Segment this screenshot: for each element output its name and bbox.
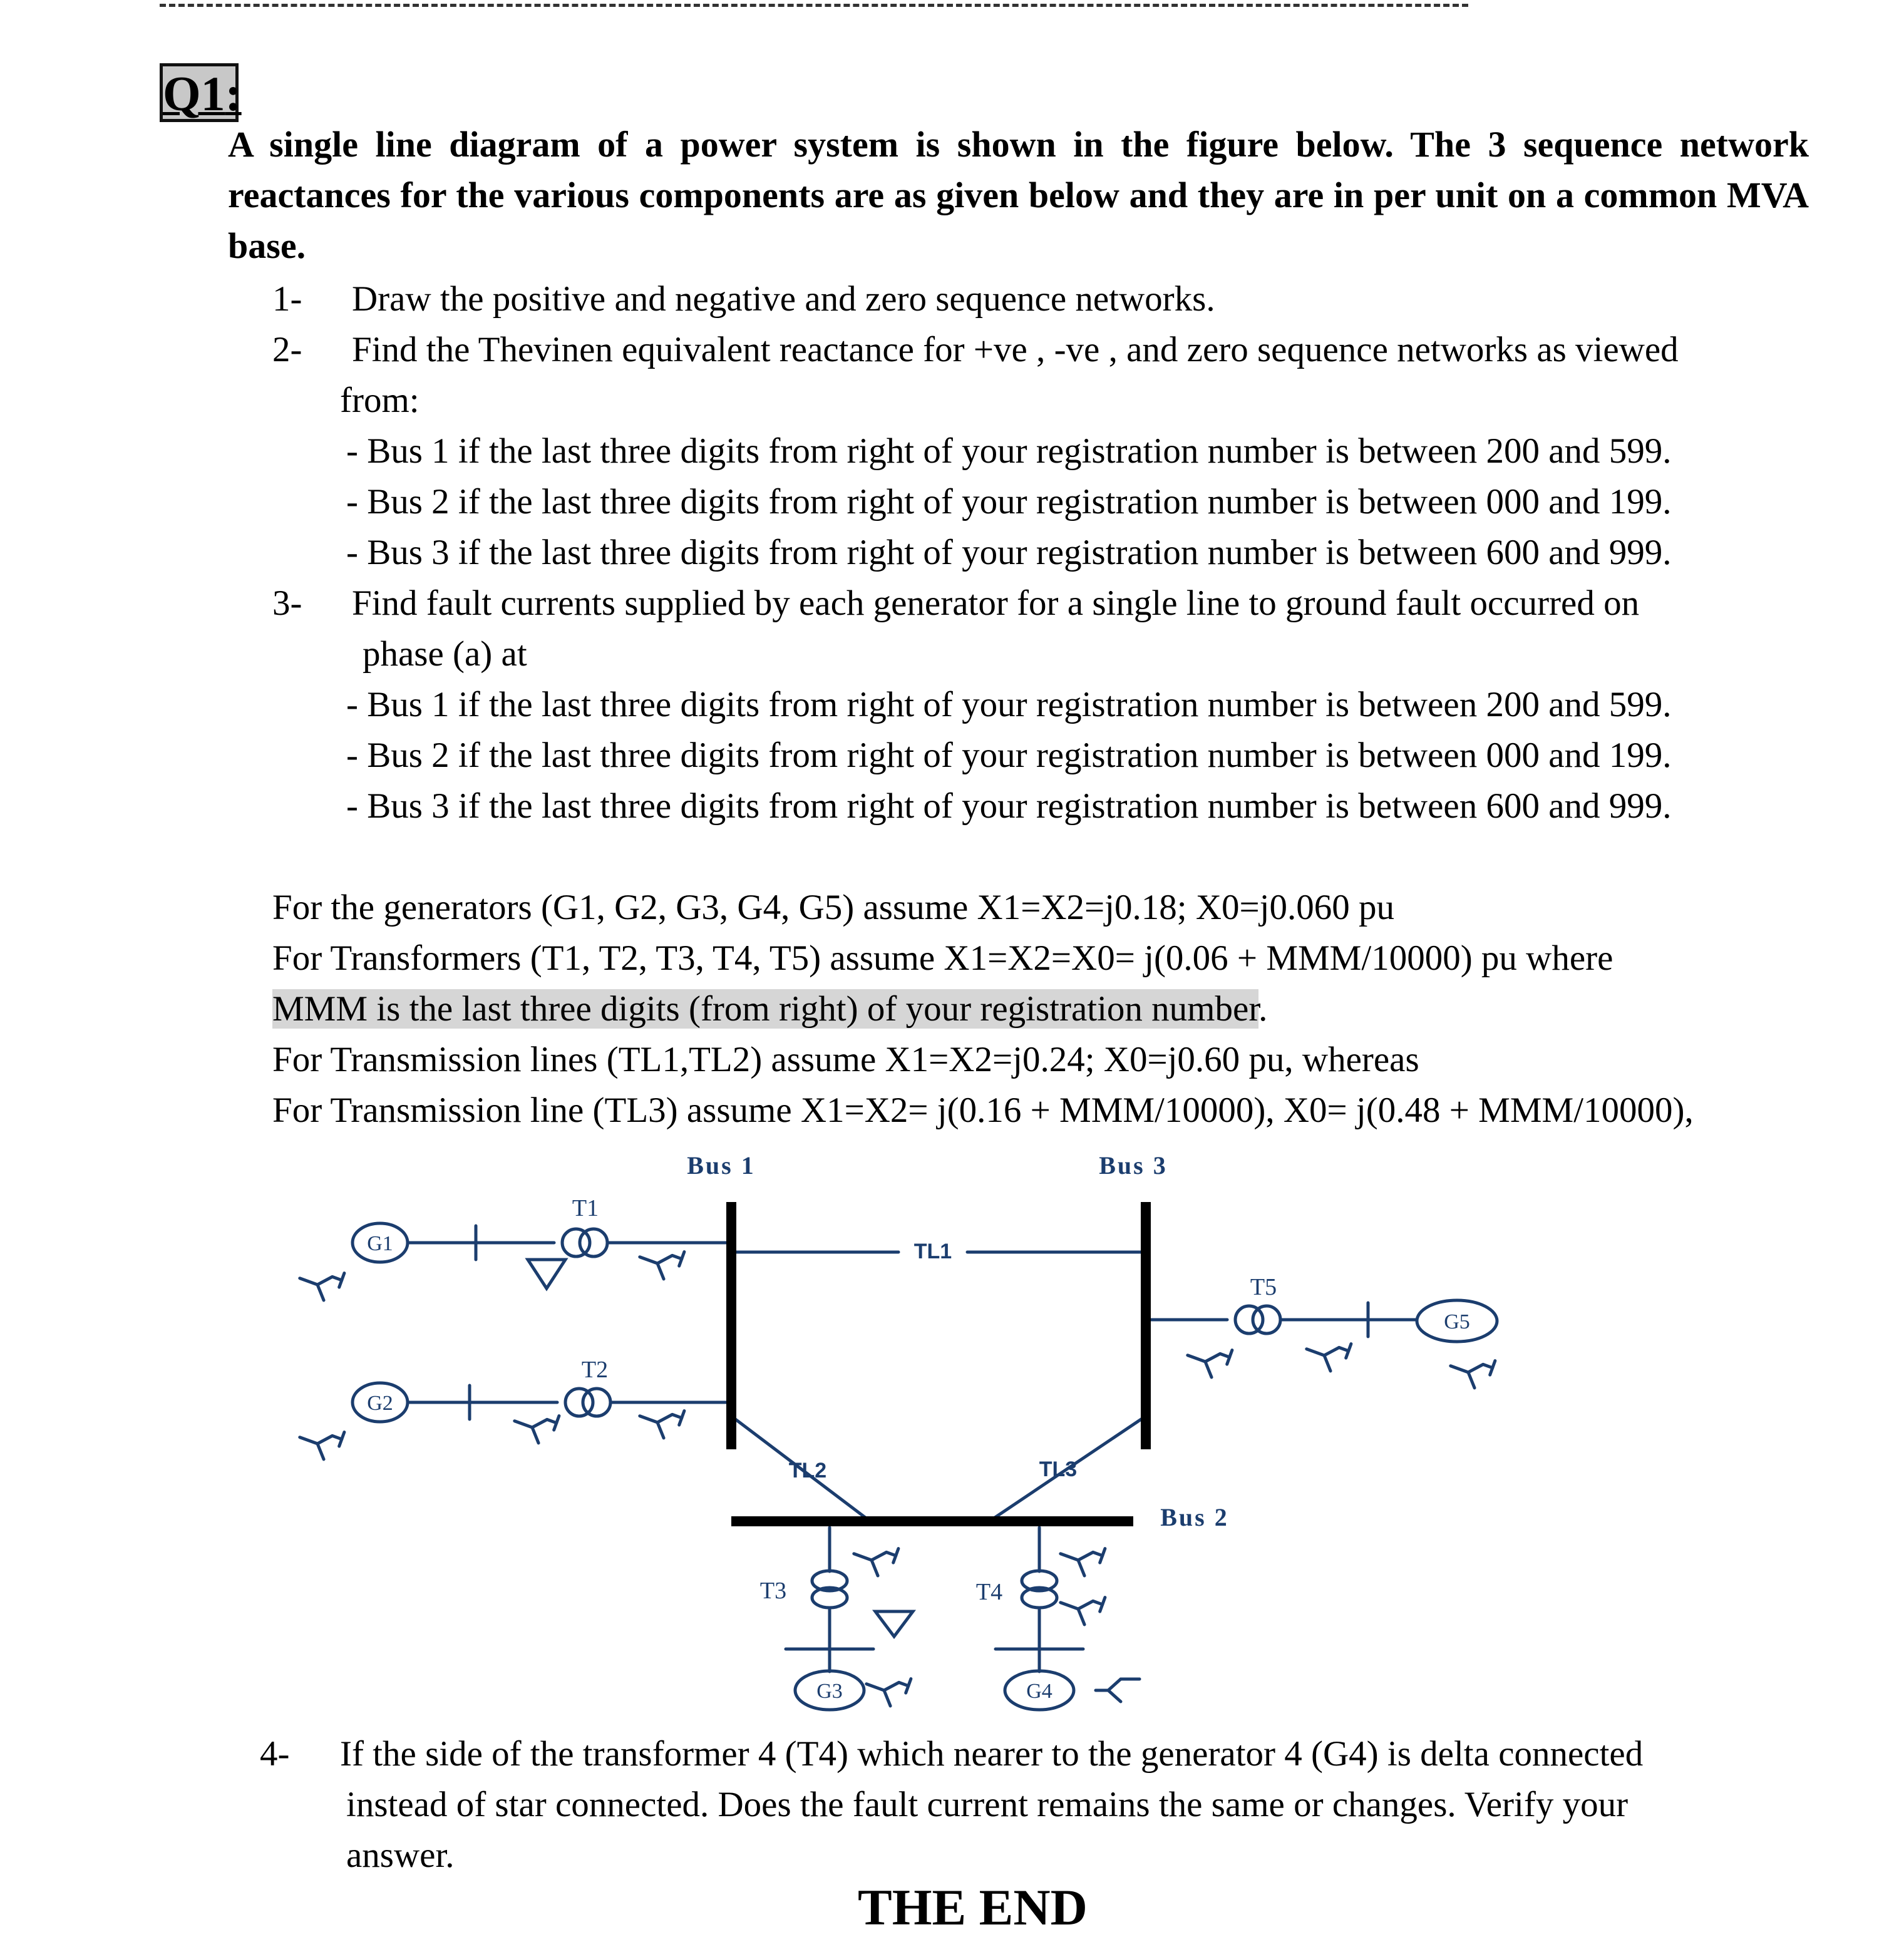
- top-dashed-rule: [160, 4, 1468, 7]
- tl12-data: For Transmission lines (TL1,TL2) assume X1=X2=j0.24; X0=j0.60 pu, whereas: [272, 1040, 1419, 1079]
- g2-ground: [296, 1419, 344, 1463]
- task-2-number: 2-: [272, 330, 302, 369]
- t4-wye-lower: [1056, 1584, 1105, 1628]
- task-4-continuation: instead of star connected. Does the fault current remains the same or changes. Verify your: [346, 1785, 1629, 1824]
- tl2-label: TL2: [788, 1459, 827, 1482]
- t1-label: T1: [572, 1195, 599, 1221]
- t5-label: T5: [1250, 1274, 1277, 1300]
- the-end-footer: THE END: [858, 1879, 1088, 1936]
- tl3-data: For Transmission line (TL3) assume X1=X2= j(0.16 + MMM/10000), X0= j(0.48 + MMM/10000),: [272, 1091, 1694, 1130]
- g5-ground: [1446, 1347, 1495, 1392]
- g3-label: G3: [816, 1680, 843, 1703]
- g1-label: G1: [367, 1232, 393, 1255]
- task-2-bullet-bus2: - Bus 2 if the last three digits from right of your registration number is between 000 and 199.: [346, 482, 1672, 522]
- t2-coil-b: [583, 1389, 610, 1416]
- task-3-text: Find fault currents supplied by each generator for a single line to ground fault occurred on: [352, 583, 1640, 623]
- question-label: Q1:: [160, 63, 239, 122]
- t1-coil-b: [580, 1229, 607, 1256]
- t3-label: T3: [759, 1578, 787, 1604]
- t5-wye-left: [1183, 1337, 1232, 1381]
- t1-wye-ground: [636, 1238, 684, 1283]
- task-3-continuation: phase (a) at: [363, 634, 527, 674]
- task-4-text: If the side of the transformer 4 (T4) which nearer to the generator 4 (G4) is delta connected: [340, 1734, 1644, 1774]
- task-1-number: 1-: [272, 279, 302, 319]
- generator-data: For the generators (G1, G2, G3, G4, G5) assume X1=X2=j0.18; X0=j0.060 pu: [272, 888, 1394, 927]
- question-intro: A single line diagram of a power system is shown in the figure below. The 3 sequence network reactances for the various components are as given below and they are in per unit on a common MVA base.: [228, 124, 1809, 266]
- g4-wye: [1096, 1679, 1140, 1702]
- bus-1-label: Bus 1: [687, 1151, 756, 1179]
- task-1-text: Draw the positive and negative and zero sequence networks.: [352, 279, 1215, 319]
- single-line-diagram: [263, 1139, 1470, 1703]
- g3-ground: [862, 1665, 911, 1710]
- task-3-bullet-bus1: - Bus 1 if the last three digits from right of your registration number is between 200 and 599.: [346, 685, 1672, 724]
- task-2-text: Find the Thevinen equivalent reactance for +ve , -ve , and zero sequence networks as viewed: [352, 330, 1679, 369]
- t5-wye-right: [1302, 1330, 1351, 1375]
- t3-wye-ground: [850, 1535, 898, 1580]
- g4-label: G4: [1026, 1680, 1052, 1703]
- task-4-number: 4-: [260, 1734, 290, 1774]
- t4-wye-upper: [1056, 1535, 1105, 1580]
- tl3-label: TL3: [1039, 1457, 1078, 1481]
- task-2-bullet-bus1: - Bus 1 if the last three digits from right of your registration number is between 200 and 599.: [346, 431, 1672, 471]
- t4-label: T4: [975, 1579, 1003, 1605]
- bus-3-label: Bus 3: [1099, 1151, 1168, 1179]
- task-2-continuation: from:: [340, 381, 419, 420]
- t3-delta: [875, 1611, 913, 1636]
- g1-ground: [296, 1260, 344, 1304]
- task-3-bullet-bus3: - Bus 3 if the last three digits from right of your registration number is between 600 and 999.: [346, 786, 1672, 826]
- t2-wye-left: [510, 1402, 559, 1447]
- bus-2-label: Bus 2: [1160, 1503, 1229, 1531]
- task-2-bullet-bus3: - Bus 3 if the last three digits from right of your registration number is between 600 and 999.: [346, 533, 1672, 572]
- g5-label: G5: [1444, 1310, 1470, 1333]
- tl1-label: TL1: [913, 1240, 952, 1263]
- t5-coil-b: [1253, 1306, 1280, 1333]
- g2-label: G2: [367, 1392, 393, 1415]
- t1-delta: [528, 1260, 565, 1288]
- mmm-definition: MMM is the last three digits (from right) of your registration number.: [272, 989, 1268, 1029]
- task-4-answer: answer.: [346, 1836, 455, 1875]
- t2-label: T2: [581, 1357, 609, 1383]
- task-3-number: 3-: [272, 583, 302, 623]
- task-3-bullet-bus2: - Bus 2 if the last three digits from right of your registration number is between 000 and 199.: [346, 736, 1672, 775]
- transformer-data: For Transformers (T1, T2, T3, T4, T5) assume X1=X2=X0= j(0.06 + MMM/10000) pu where: [272, 938, 1613, 978]
